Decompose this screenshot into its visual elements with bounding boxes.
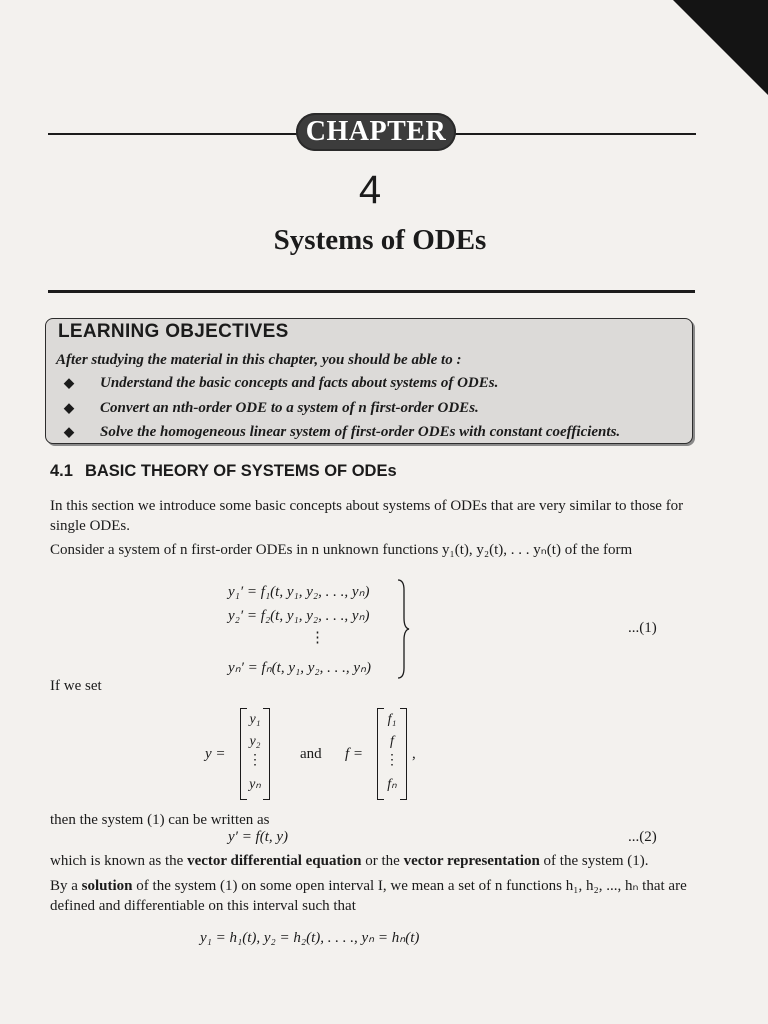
learning-objectives-box xyxy=(45,318,693,444)
text-run: which is known as the xyxy=(50,853,188,869)
paragraph-system: Consider a system of n first-order ODEs in n unknown functions y₁(t), y₂(t), . . . yₙ(t) of the form xyxy=(50,542,633,558)
vector-f-matrix xyxy=(377,708,407,798)
text-run: By a xyxy=(50,878,82,894)
vector-y-entry: y₁ xyxy=(249,712,261,727)
paragraph-solution xyxy=(50,876,700,916)
objective-item xyxy=(64,400,479,417)
chapter-number: 4 xyxy=(358,168,382,212)
paragraph-if-we-set: If we set xyxy=(50,678,102,694)
title-rule xyxy=(48,290,695,293)
chapter-title: Systems of ODEs xyxy=(273,224,487,256)
chapter-rule-right xyxy=(454,133,696,135)
objective-item xyxy=(64,375,498,392)
equation-line: yₙ′ = fₙ(t, y₁, y₂, . . ., yₙ) xyxy=(228,660,371,676)
diamond-bullet-icon: ◆ xyxy=(64,400,74,415)
text-run: of the system (1). xyxy=(539,853,649,869)
vector-f-entry: f₁ xyxy=(387,712,397,727)
text-run: of the system (1) on some open interval I, we mean a set of n functions h₁, h₂, ..., hₙ that are defined and differentiable on this interval such that xyxy=(50,878,687,914)
paragraph-written-as: then the system (1) can be written as xyxy=(50,812,270,828)
vector-comma: , xyxy=(412,746,416,762)
and-text: and xyxy=(300,746,322,762)
vector-y-entry: y₂ xyxy=(249,734,261,749)
equation-number: ...(1) xyxy=(628,620,657,636)
vector-f-entry: f xyxy=(390,734,394,749)
term-vector-differential-equation: vector differential equation xyxy=(187,853,362,869)
term-solution: solution xyxy=(81,878,133,894)
learning-objectives-intro: After studying the material in this chapter, you should be able to : xyxy=(56,352,462,368)
vector-f-label: f = xyxy=(345,746,364,762)
objective-text: Solve the homogeneous linear system of first-order ODEs with constant coefficients. xyxy=(100,424,621,440)
equation-line: y₁′ = f₁(t, y₁, y₂, . . ., yₙ) xyxy=(228,584,370,600)
paragraph-intro: In this section we introduce some basic concepts about systems of ODEs that are very similar to those for single ODEs. xyxy=(50,498,684,534)
text-run: or the xyxy=(361,853,404,869)
page-corner-shadow xyxy=(673,0,768,95)
chapter-badge: CHAPTER xyxy=(296,113,456,151)
vector-f-entry: fₙ xyxy=(387,777,397,792)
equation-3: y₁ = h₁(t), y₂ = h₂(t), . . . ., yₙ = hₙ(t) xyxy=(200,930,420,946)
section-number: 4.1 xyxy=(50,462,73,480)
vector-y-label: y = xyxy=(205,746,226,762)
equation-2: y′ = f(t, y) xyxy=(228,829,289,845)
vector-y-entry: yₙ xyxy=(249,777,261,792)
diamond-bullet-icon: ◆ xyxy=(64,424,74,439)
learning-objectives-heading: LEARNING OBJECTIVES xyxy=(58,321,289,342)
objective-text: Convert an nth-order ODE to a system of n first-order ODEs. xyxy=(100,400,479,416)
equation-line: y₂′ = f₂(t, y₁, y₂, . . ., yₙ) xyxy=(228,608,370,624)
diamond-bullet-icon: ◆ xyxy=(64,375,74,390)
equation-brace xyxy=(396,578,410,680)
section-heading xyxy=(50,462,397,481)
vector-f-entry: ⋮ xyxy=(385,753,399,768)
objective-text: Understand the basic concepts and facts about systems of ODEs. xyxy=(100,375,499,391)
section-title: BASIC THEORY OF SYSTEMS OF ODEs xyxy=(84,462,397,480)
vector-y-entry: ⋮ xyxy=(248,753,262,768)
objective-item xyxy=(64,424,620,441)
equation-vdots: ⋮ xyxy=(310,630,325,646)
term-vector-representation: vector representation xyxy=(403,853,540,869)
chapter-rule-left xyxy=(48,133,298,135)
equation-number: ...(2) xyxy=(628,829,657,845)
vector-y-matrix xyxy=(240,708,270,798)
paragraph-vector-representation xyxy=(50,851,700,871)
